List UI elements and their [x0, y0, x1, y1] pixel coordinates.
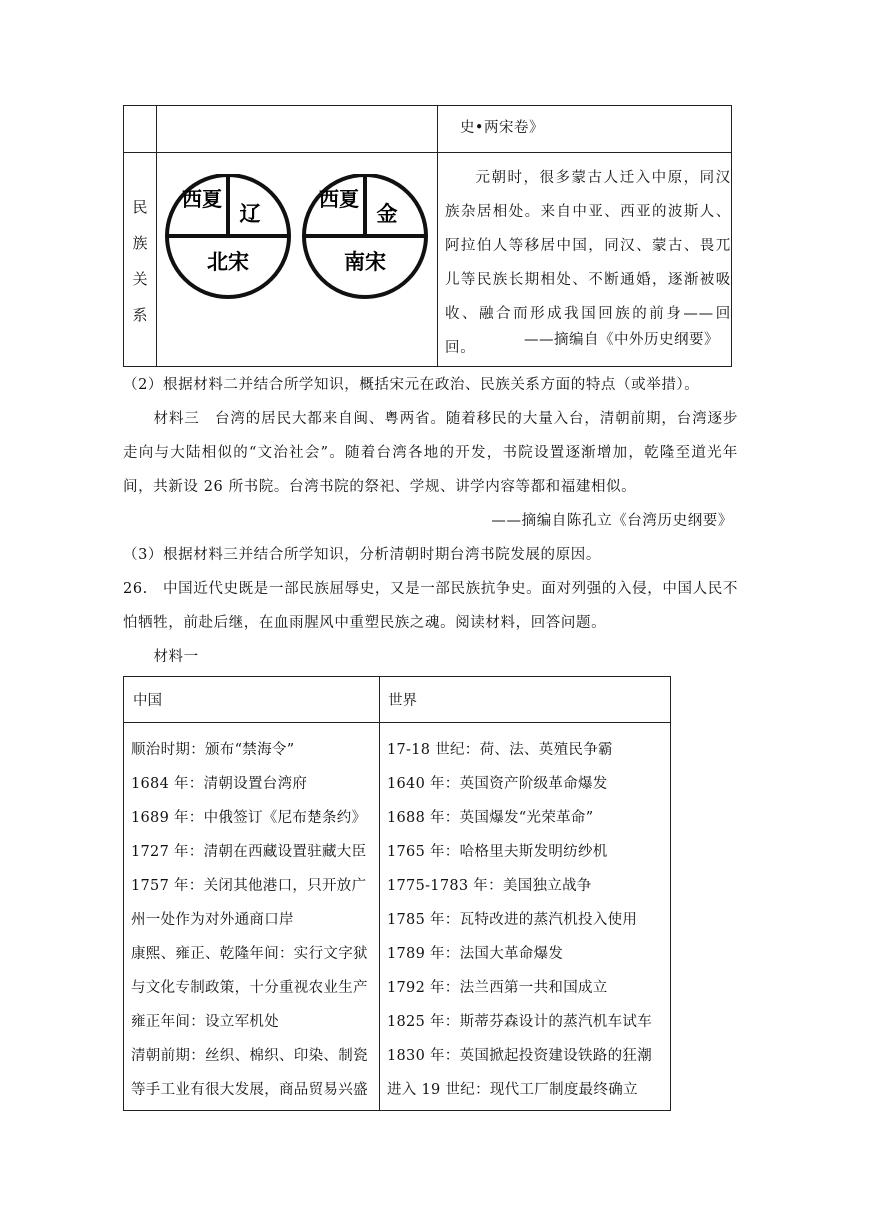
china-event: 与文化专制政策，十分重视农业生产 [131, 980, 368, 996]
regime-diagram [164, 174, 429, 304]
china-event: 顺治时期：颁布“禁海令” [131, 742, 295, 758]
table-divider [124, 722, 670, 723]
world-event: 17-18 世纪：荷、法、英殖民争霸 [387, 742, 613, 758]
world-event: 1640 年：英国资产阶级革命爆发 [387, 776, 608, 792]
row-label-char: 族 [132, 234, 148, 252]
material-3: 材料三 台湾的居民大都来自闽、粤两省。随着移民的大量入台，清朝前期，台湾逐步走向与大陆相似的“文治社会”。随着台湾各地的开发，书院设置逐渐增加，乾隆至道光年间，共新设 26 所书院。台湾书院的祭祀、学规、讲学内容等都和福建相似。 [123, 411, 738, 495]
china-event: 雍正年间：设立军机处 [131, 1014, 279, 1030]
question-26: 26. 中国近代史既是一部民族屈辱史，又是一部民族抗争史。面对列强的入侵，中国人民不怕牺牲，前赴后继，在血雨腥风中重塑民族之魂。阅读材料，回答问题。 [123, 581, 738, 631]
world-event: 1792 年：法兰西第一共和国成立 [387, 980, 608, 996]
table-header-text: 史•两宋卷》 [459, 120, 544, 136]
label-northern-song: 北宋 [207, 250, 249, 274]
china-event: 1689 年：中俄签订《尼布楚条约》 [131, 810, 367, 826]
row-label-char: 系 [132, 306, 148, 324]
quote-source: ——摘编自《中外历史纲要》 [524, 332, 719, 348]
china-event: 1727 年：清朝在西藏设置驻藏大臣 [131, 844, 367, 860]
question-3: （3）根据材料三并结合所学知识，分析清朝时期台湾书院发展的原因。 [123, 547, 601, 563]
yuan-quote: 元朝时，很多蒙古人迁入中原，同汉族杂居相处。来自中亚、西亚的波斯人、阿拉伯人等移居中国，同汉、蒙古、畏兀儿等民族长期相处、不断通婚，逐渐被吸收、融合而形成我国回族的前身——回回。 [445, 170, 731, 356]
material-1-label: 材料一 [153, 649, 199, 665]
china-event: 等手工业有很大发展，商品贸易兴盛 [131, 1082, 368, 1098]
world-event: 进入 19 世纪：现代工厂制度最终确立 [387, 1082, 638, 1098]
svg-text:西夏 [182, 187, 222, 211]
china-event: 州一处作为对外通商口岸 [131, 912, 294, 928]
world-events [387, 733, 652, 1107]
label-jin: 金 [376, 202, 398, 226]
table-china-world [123, 676, 671, 1111]
header-china: 中国 [133, 693, 162, 709]
table-divider [156, 106, 157, 366]
row-label-char: 关 [132, 270, 148, 288]
world-event: 1789 年：法国大革命爆发 [387, 946, 564, 962]
table-divider [437, 106, 438, 366]
label-liao: 辽 [239, 202, 261, 226]
circle-southern-song [304, 175, 426, 297]
world-event: 1830 年：英国掀起投资建设铁路的狂潮 [387, 1048, 653, 1064]
material-3-source: ——摘编自陈孔立《台湾历史纲要》 [491, 513, 733, 529]
world-event: 1688 年：英国爆发“光荣革命” [387, 810, 594, 826]
china-event: 1684 年：清朝设置台湾府 [131, 776, 308, 792]
header-world: 世界 [388, 693, 417, 709]
world-event: 1785 年：瓦特改进的蒸汽机投入使用 [387, 912, 638, 928]
world-event: 1825 年：斯蒂芬森设计的蒸汽机车试车 [387, 1014, 653, 1030]
label-xixia-2: 西夏 [319, 187, 359, 211]
world-event: 1775-1783 年：美国独立战争 [387, 878, 592, 894]
question-2: （2）根据材料二并结合所学知识，概括宋元在政治、民族关系方面的特点（或举措）。 [123, 377, 700, 393]
china-events [131, 733, 368, 1107]
table-divider [379, 677, 380, 1110]
label-xixia-1a: 西夏 [182, 187, 222, 211]
world-event: 1765 年：哈格里夫斯发明纺纱机 [387, 844, 608, 860]
china-event: 1757 年：关闭其他港口，只开放广 [131, 878, 367, 894]
china-event: 清朝前期：丝织、棉织、印染、制瓷 [131, 1048, 368, 1064]
label-southern-song: 南宋 [344, 250, 386, 274]
table-ethnic-relations [123, 105, 732, 367]
row-label [124, 154, 156, 368]
china-event: 康熙、雍正、乾隆年间：实行文字狱 [131, 946, 368, 962]
row-label-char: 民 [132, 198, 148, 216]
table-divider [124, 152, 731, 153]
circle-northern-song [167, 175, 289, 297]
